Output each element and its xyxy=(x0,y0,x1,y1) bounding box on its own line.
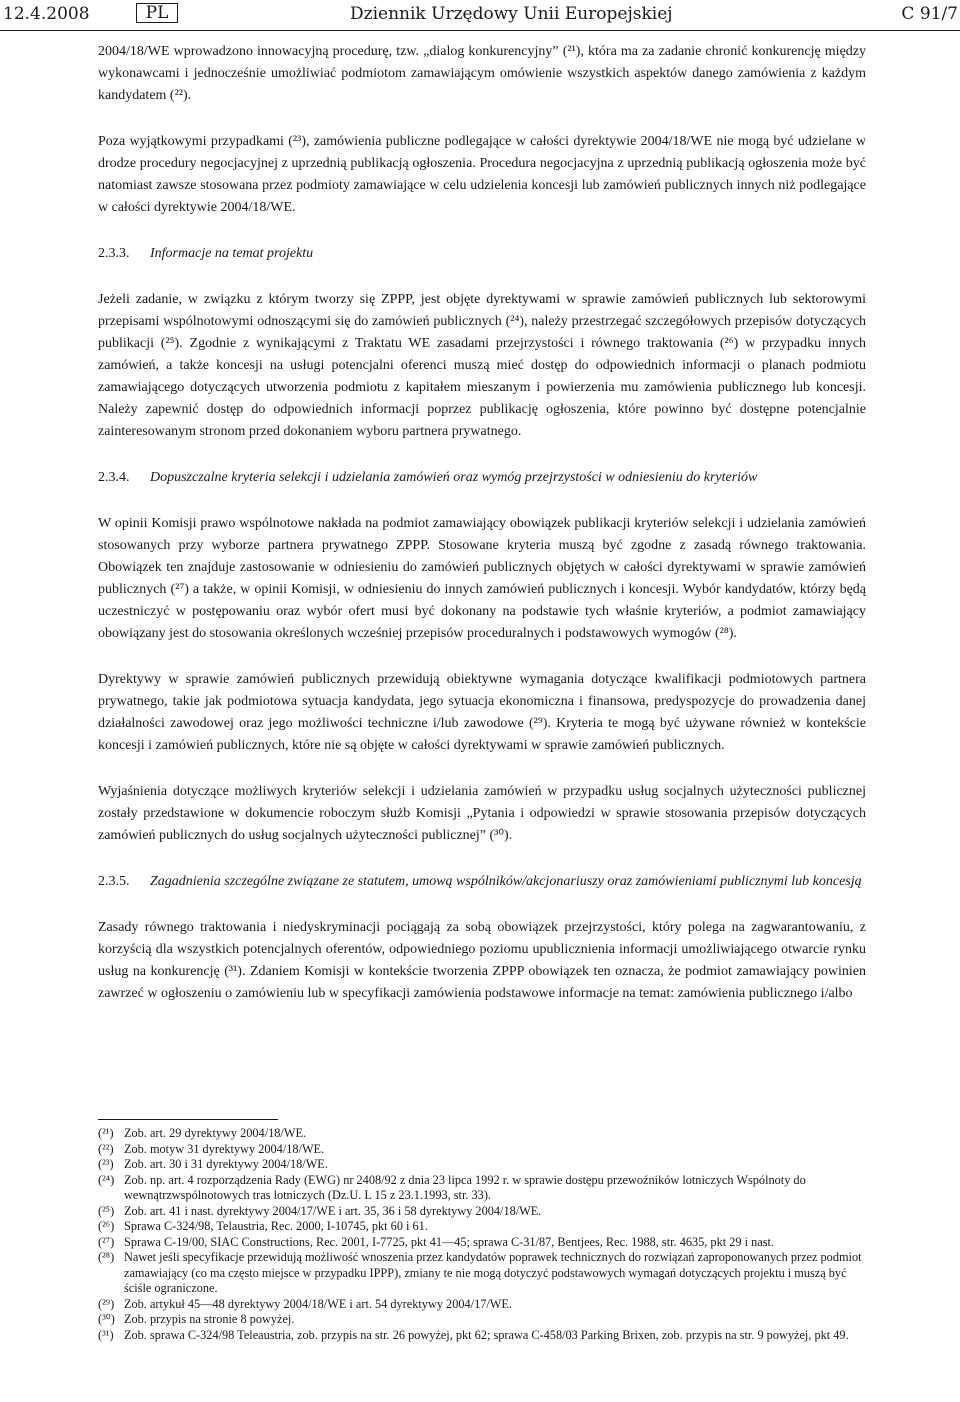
footnote-number: (²⁹) xyxy=(98,1296,115,1311)
paragraph: Zasady równego traktowania i niedyskryminacji pociągają za sobą obowiązek przejrzystości, który polega na zagwarantowaniu, z korzyścią dla wszystkich potencjalnych oferentów, odpowiedniego poziomu upublicznienia informacji umożliwiającego otwarcie rynku usług na konkurencję (³¹). Zdaniem Komisji w kontekście tworzenia ZPPP obowiązek ten oznacza, że podmiot zamawiający powinien zawrzeć w ogłoszeniu o zamówieniu lub w specyfikacji zamówienia podstawowe informacje na temat: zamówienia publicznego i/albo xyxy=(98,920,866,1001)
footnote-text: Zob. art. 41 i nast. dyrektywy 2004/17/WE i art. 35, 36 i 58 dyrektywy 2004/18/WE. xyxy=(124,1203,542,1218)
section-number: 2.3.5. xyxy=(98,874,130,889)
paragraph: Jeżeli zadanie, w związku z którym tworzy się ZPPP, jest objęte dyrektywami w sprawie zamówień publicznych lub sektorowymi przepisami wspólnotowymi odnoszącymi się do zamówień publicznych (²⁴), należy przestrzegać szczegółowych przepisów dotyczących publikacji (²⁵). Zgodnie z wynikającymi z Traktatu WE zasadami przejrzystości i równego traktowania (²⁶) w przypadku innych zamówień, a także koncesji na usługi potencjalni oferenci muszą mieć dostęp do odpowiednich informacji o planach podmiotu zamawiającego dotyczących utworzenia podmiotu z kapitałem mieszanym i powierzenia mu zamówienia publicznego lub koncesji. Należy zapewnić dostęp do odpowiednich informacji poprzez publikację ogłoszenia, które powinno być dostępne potencjalnie zainteresowanym stronom przed dokonaniem wyboru partnera prywatnego. xyxy=(98,292,866,439)
header-rule xyxy=(0,30,960,31)
footnote-number: (³⁰) xyxy=(98,1312,115,1326)
section-title: Informacje na temat projektu xyxy=(150,246,314,261)
footnote-text: Zob. sprawa C-324/98 Teleaustria, zob. przypis na str. 26 powyżej, pkt 62; sprawa C-458/03 Parking Brixen, zob. przypis na str. 9 powyżej, pkt 49. xyxy=(124,1327,849,1342)
section-heading xyxy=(98,467,866,489)
footnote-number: (²⁶) xyxy=(98,1219,115,1233)
main-content xyxy=(98,41,866,1029)
journal-title: Dziennik Urzędowy Unii Europejskiej xyxy=(350,4,673,24)
footnote-text: Zob. artykuł 45—48 dyrektywy 2004/18/WE i art. 54 dyrektywy 2004/17/WE. xyxy=(124,1296,512,1311)
footnote-text: Zob. motyw 31 dyrektywy 2004/18/WE. xyxy=(124,1141,325,1156)
footnote-number: (²¹) xyxy=(98,1126,114,1140)
footnote-text: Nawet jeśli specyfikacje przewidują możliwość wnoszenia przez kandydatów poprawek technicznych do rozwiązań zaproponowanych przez podmiot zamawiający (co ma często miejsce w przypadku IPPP), zmiany te nie mogą dotyczyć podstawowych wymagań dotyczących projektu i muszą być ściśle ograniczone. xyxy=(124,1250,862,1295)
footnote-number: (²³) xyxy=(98,1157,114,1171)
page-header xyxy=(0,0,960,32)
footnote-number: (³¹) xyxy=(98,1327,114,1342)
section-heading xyxy=(98,243,866,265)
footnote-number: (²⁷) xyxy=(98,1234,115,1249)
language-code: PL xyxy=(136,3,178,23)
paragraph: W opinii Komisji prawo wspólnotowe nakłada na podmiot zamawiający obowiązek publikacji kryteriów selekcji i udzielania zamówień stosowanych przy wyborze partnera prywatnego ZPPP. Stosowane kryteria muszą być zgodne z zasadą równego traktowania. Obowiązek ten znajduje zastosowanie w odniesieniu do zamówień publicznych objętych w całości dyrektywami w sprawie zamówień publicznych (²⁷) a także, w opinii Komisji, w odniesieniu do innych zamówień publicznych i koncesji. Wybór kandydatów, którzy będą uczestniczyć w postępowaniu oraz wybór ofert musi być dokonany na podstawie tych właśnie kryteriów, a podmiot zamawiający obowiązany jest do stosowania określonych wcześniej przepisów proceduralnych i podstawowych wymogów (²⁸). xyxy=(98,516,866,641)
paragraph: Wyjaśnienia dotyczące możliwych kryteriów selekcji i udzielania zamówień w przypadku usług socjalnych użyteczności publicznej zostały przedstawione w dokumencie roboczym służb Komisji „Pytania i odpowiedzi w sprawie stosowania przepisów dotyczących zamówień publicznych do usług socjalnych użyteczności publicznej” (³⁰). xyxy=(98,784,866,843)
footnotes xyxy=(98,1126,866,1343)
footnote xyxy=(98,1173,866,1204)
publication-date: 12.4.2008 xyxy=(3,4,90,24)
section-title: Zagadnienia szczególne związane ze statutem, umową wspólników/akcjonariuszy oraz zamówieniami publicznymi lub koncesją xyxy=(150,874,862,889)
footnote xyxy=(98,1157,866,1173)
paragraph: Dyrektywy w sprawie zamówień publicznych przewidują obiektywne wymagania dotyczące kwalifikacji podmiotowych partnera prywatnego, takie jak podmiotowa sytuacja kandydata, jego sytuacja ekonomiczna i finansowa, predyspozycje do prowadzenia danej działalności zawodowej oraz jego możliwości techniczne i/lub zawodowe (²⁹). Kryteria te mogą być używane również w kontekście koncesji i zamówień publicznych, które nie są objęte w całości dyrektywami w sprawie zamówień publicznych. xyxy=(98,672,866,753)
footnote xyxy=(98,1312,866,1328)
footnote xyxy=(98,1328,866,1344)
footnote-separator xyxy=(98,1119,278,1120)
section-number: 2.3.3. xyxy=(98,246,130,261)
footnote-number: (²⁸) xyxy=(98,1250,115,1264)
paragraph: 2004/18/WE wprowadzono innowacyjną procedurę, tzw. „dialog konkurencyjny” (²¹), która ma za zadanie chronić konkurencję między wykonawcami i jednocześnie umożliwiać podmiotom zamawiającym omówienie wszystkich aspektów danego zamówienia z każdym kandydatem (²²). xyxy=(98,44,866,103)
footnote xyxy=(98,1250,866,1297)
footnote-number: (²⁴) xyxy=(98,1172,115,1187)
page-reference: C 91/7 xyxy=(901,4,958,24)
footnote-text: Zob. np. art. 4 rozporządzenia Rady (EWG) nr 2408/92 z dnia 23 lipca 1992 r. w sprawie dostępu przewoźników lotniczych Wspólnoty do wewnątrzwspólnotowych tras lotniczych (Dz.U. L 15 z 23.1.1993, str. 33). xyxy=(124,1172,806,1202)
footnote xyxy=(98,1235,866,1251)
footnote xyxy=(98,1204,866,1220)
footnote-text: Sprawa C-324/98, Telaustria, Rec. 2000, I-10745, pkt 60 i 61. xyxy=(124,1219,428,1233)
footnote xyxy=(98,1297,866,1313)
section-heading xyxy=(98,871,866,893)
footnote xyxy=(98,1142,866,1158)
footnote-number: (²⁵) xyxy=(98,1203,115,1218)
footnote-text: Zob. art. 29 dyrektywy 2004/18/WE. xyxy=(124,1126,307,1140)
footnote xyxy=(98,1219,866,1235)
footnote-text: Sprawa C-19/00, SIAC Constructions, Rec. 2001, I-7725, pkt 41—45; sprawa C-31/87, Bentjees, Rec. 1988, str. 4635, pkt 29 i nast. xyxy=(124,1234,774,1249)
footnote-text: Zob. art. 30 i 31 dyrektywy 2004/18/WE. xyxy=(124,1157,328,1171)
footnote-text: Zob. przypis na stronie 8 powyżej. xyxy=(124,1312,295,1326)
section-number: 2.3.4. xyxy=(98,470,130,485)
section-title: Dopuszczalne kryteria selekcji i udzielania zamówień oraz wymóg przejrzystości w odniesieniu do kryteriów xyxy=(150,470,758,485)
footnote xyxy=(98,1126,866,1142)
footnote-number: (²²) xyxy=(98,1141,114,1156)
paragraph: Poza wyjątkowymi przypadkami (²³), zamówienia publiczne podlegające w całości dyrektywie 2004/18/WE nie mogą być udzielane w drodze procedury negocjacyjnej z uprzednią publikacją ogłoszenia. Procedura negocjacyjna z uprzednią publikacją ogłoszenia może być natomiast zawsze stosowana przez podmioty zamawiające w celu udzielenia koncesji lub zamówień publicznych innych niż podlegające w całości dyrektywie 2004/18/WE. xyxy=(98,134,866,215)
